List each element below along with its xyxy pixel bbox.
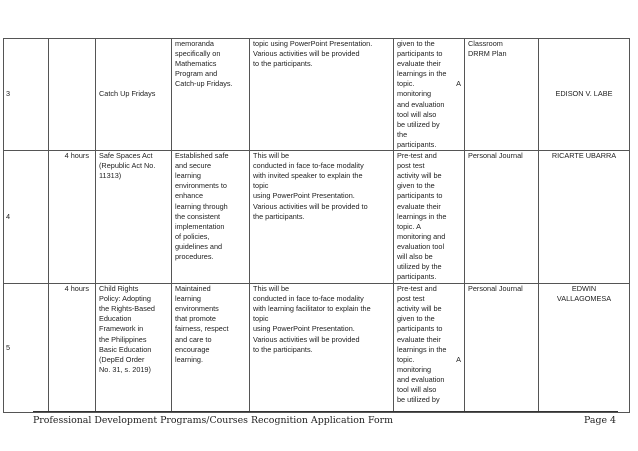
cell-line: enhance [175,191,203,201]
cell-line: evaluation tool [397,241,445,251]
title-cell [96,151,172,284]
cell-line: participants to [397,49,443,59]
table-row [4,39,630,151]
methodology-cell [250,284,394,413]
cell-line: monitoring and [397,231,446,241]
cell-line: 5 [6,342,11,352]
output-cell [465,39,539,151]
cell-line: Mathematics [175,59,217,69]
cell-line: to the participants. [253,344,313,354]
cell-line: DRRM Plan [468,49,507,59]
cell-line: post test [397,161,425,171]
cell-line: learnings in the [397,69,447,79]
cell-line: fairness, respect [175,324,229,334]
cell-line: specifically on [175,49,221,59]
cell-line: conducted in face to-face modality [253,161,364,171]
program-table [3,38,630,413]
cell-line: Safe Spaces Act [99,151,153,161]
cell-line: monitoring [397,364,432,374]
cell-line: of policies, [175,231,210,241]
cell-line: evaluate their [397,59,441,69]
cell-line: the Philippines [99,334,147,344]
cell-line: to the participants. [253,59,313,69]
cell-line: (Republic Act No. [99,161,156,171]
cell-line: learning. [175,354,203,364]
cell-line: Education [99,314,132,324]
cell-line: This will be [253,284,290,294]
cell-line: and evaluation [397,374,445,384]
hours-cell [49,284,96,413]
cell-line: activity will be [397,171,442,181]
cell-line: procedures. [175,251,214,261]
cell-line: Basic Education [99,344,152,354]
cell-line: Program and [175,69,218,79]
cell-line: evaluate their [397,201,441,211]
cell-line: evaluate their [397,334,441,344]
cell-line: topic [253,181,269,191]
cell-line: environments to [175,181,227,191]
hours-cell [49,39,96,151]
cell-line: implementation [175,221,225,231]
cell-line: participants to [397,191,443,201]
evaluation-cell [394,39,465,151]
cell-line: participants. [397,139,437,149]
cell-line: Various activities will be provided [253,334,360,344]
cell-line: 4 hours [64,151,89,161]
cell-line: Child Rights [99,284,139,294]
cell-line: using PowerPoint Presentation. [253,324,355,334]
cell-line: learning through [175,201,228,211]
evaluation-cell [394,284,465,413]
cell-line: topic [253,314,269,324]
cell-line: VALLAGOMESA [556,294,612,304]
cell-line: topic. A [397,354,461,364]
table-row [4,284,630,413]
cell-line: the consistent [175,211,221,221]
cell-line: No. 31, s. 2019) [99,364,151,374]
cell-line: learnings in the [397,211,447,221]
cell-line: encourage [175,344,210,354]
cell-line: guidelines and [175,241,223,251]
cell-line: learning [175,294,201,304]
cell-line: the participants. [253,211,305,221]
cell-line: EDWIN [571,284,597,294]
output-cell [465,284,539,413]
row-number [4,284,49,413]
cell-line: tool will also [397,109,437,119]
cell-line: participants to [397,324,443,334]
cell-line: Personal Journal [468,284,523,294]
cell-line: with invited speaker to explain the [253,171,363,181]
cell-line: Classroom [468,39,503,48]
cell-line: with learning facilitator to explain the [253,304,371,314]
title-cell [96,39,172,151]
cell-line: given to the [397,39,435,48]
cell-line: and secure [175,161,212,171]
cell-line: This will be [253,151,290,161]
cell-line: Various activities will be provided [253,49,360,59]
cell-line: (DepEd Order [99,354,145,364]
objectives-cell [172,151,250,284]
cell-line: that promote [175,314,216,324]
objectives-cell [172,39,250,151]
cell-line: topic using PowerPoint Presentation. [253,39,373,48]
footer-page-number: Page 4 [584,415,616,426]
hours-cell [49,151,96,284]
cell-line: will also be [397,251,433,261]
cell-line: be utilized by [397,119,440,129]
cell-line: RICARTE UBARRA [551,151,617,161]
page-footer [33,415,616,426]
title-cell [96,284,172,413]
footer-form-title: Professional Development Programs/Courses Recognition Application Form [33,415,393,426]
cell-line: Pre-test and [397,284,437,294]
cell-line: monitoring [397,89,432,99]
cell-line: post test [397,294,425,304]
cell-line: Policy: Adopting [99,294,151,304]
cell-line: given to the [397,181,435,191]
cell-line: using PowerPoint Presentation. [253,191,355,201]
resource-person-cell [539,284,630,413]
cell-line: Pre-test and [397,151,437,161]
methodology-cell [250,39,394,151]
cell-line: Personal Journal [468,151,523,161]
output-cell [465,151,539,284]
cell-line: Catch-up Fridays. [175,79,233,89]
cell-line: conducted in face to-face modality [253,294,364,304]
resource-person-cell [539,151,630,284]
cell-line: memoranda [175,39,214,48]
cell-line: Various activities will be provided to [253,201,368,211]
table-row [4,151,630,284]
cell-line: Framework in [99,324,144,334]
objectives-cell [172,284,250,413]
evaluation-cell [394,151,465,284]
methodology-cell [250,151,394,284]
cell-line: 4 hours [64,284,89,294]
cell-line: 4 [6,211,11,221]
cell-line: Maintained [175,284,211,294]
cell-line: activity will be [397,304,442,314]
cell-line: given to the [397,314,435,324]
cell-line: Established safe [175,151,229,161]
cell-line: EDISON V. LABE [555,89,613,99]
cell-line: utilized by the [397,262,442,272]
cell-line: and care to [175,334,212,344]
cell-line: be utilized by [397,395,440,405]
cell-line: learning [175,171,201,181]
row-number [4,151,49,284]
resource-person-cell [539,39,630,151]
cell-line: the Rights-Based [99,304,155,314]
cell-line: the [397,129,408,139]
cell-line: topic. A [397,79,461,89]
cell-line: 3 [6,89,11,99]
cell-line: and evaluation [397,99,445,109]
cell-line: participants. [397,272,437,282]
cell-line: Catch Up Fridays [99,89,156,99]
cell-line: learnings in the [397,344,447,354]
cell-line: 11313) [99,171,122,181]
row-number [4,39,49,151]
cell-line: topic. A [397,221,421,231]
footer-rule [33,411,618,412]
cell-line: environments [175,304,219,314]
cell-line: tool will also [397,384,437,394]
